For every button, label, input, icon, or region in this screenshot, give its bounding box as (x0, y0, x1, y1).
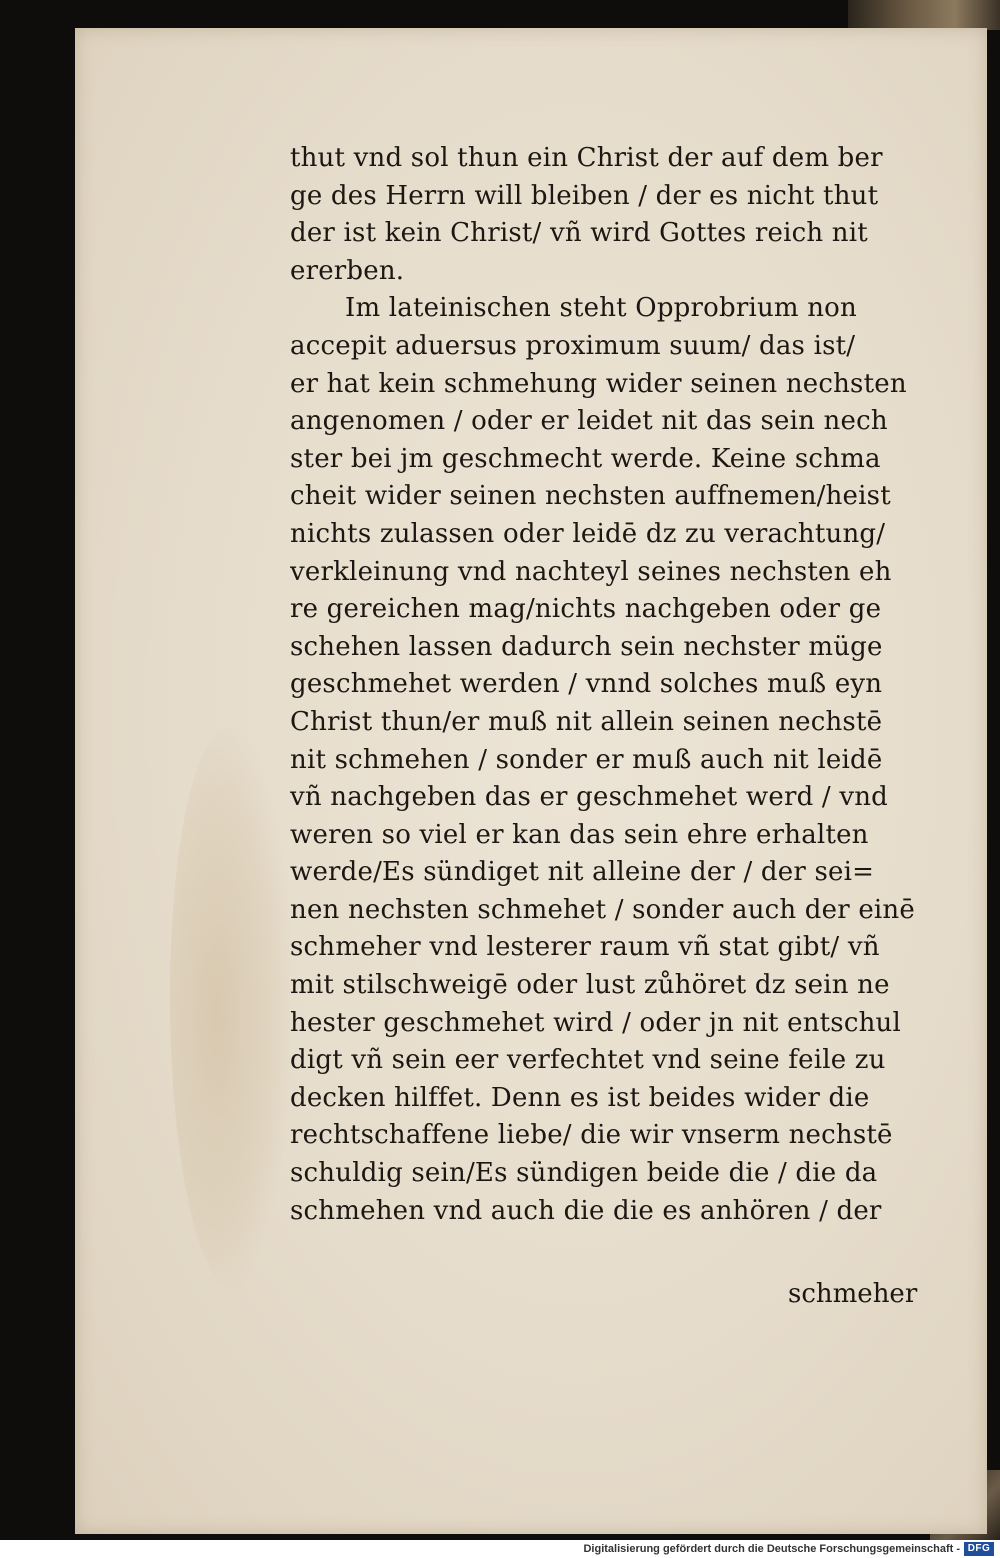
text-line: nichts zulassen oder leidē dz zu verachtung/ (290, 518, 886, 549)
text-line: schuldig sein/Es sündigen beide die / die da (290, 1158, 878, 1189)
text-line: Im lateinischen steht Opprobrium non (345, 293, 857, 324)
catchword: schmeher (788, 1279, 918, 1309)
text-line: ererben. (290, 255, 405, 286)
funding-notice: Digitalisierung gefördert durch die Deutsche Forschungsgemeinschaft - (583, 1543, 960, 1555)
text-line: re gereichen mag/nichts nachgeben oder ge (290, 594, 882, 625)
text-line: Christ thun/er muß nit allein seinen nechstē (290, 706, 883, 737)
text-line: werde/Es sündiget nit alleine der / der sei= (290, 857, 875, 888)
text-line: vñ nachgeben das er geschmehet werd / vnd (290, 782, 888, 813)
text-line: ster bei jm geschmecht werde. Keine schma (290, 443, 881, 474)
text-line: geschmehet werden / vnnd solches muß eyn (290, 669, 883, 700)
text-line: nen nechsten schmehet / sonder auch der einē (290, 894, 915, 925)
text-line: decken hilffet. Denn es ist beides wider die (290, 1082, 870, 1113)
text-line: mit stilschweigē oder lust zůhöret dz sein ne (290, 970, 890, 1001)
text-line: der ist kein Christ/ vñ wird Gottes reich nit (290, 218, 868, 249)
book-edge-top (848, 0, 1000, 30)
water-stain (170, 728, 290, 1288)
text-line: angenomen / oder er leidet nit das sein nech (290, 406, 888, 437)
page-text (290, 140, 940, 1230)
text-line: weren so viel er kan das sein ehre erhalten (290, 819, 869, 850)
dfg-logo: DFG (964, 1542, 994, 1556)
text-line: thut vnd sol thun ein Christ der auf dem ber (290, 143, 883, 173)
text-line: schmehen vnd auch die die es anhören / der (290, 1195, 882, 1226)
text-line: ge des Herrn will bleiben / der es nicht thut (290, 180, 879, 211)
text-line: er hat kein schmehung wider seinen nechsten (290, 368, 907, 399)
text-line: digt vñ sein eer verfechtet vnd seine feile zu (290, 1045, 886, 1076)
text-line: verkleinung vnd nachteyl seines nechsten eh (290, 556, 892, 587)
text-line: rechtschaffene liebe/ die wir vnserm nechstē (290, 1120, 893, 1151)
text-line: schehen lassen dadurch sein nechster müge (290, 631, 883, 662)
text-line: hester geschmehet wird / oder jn nit entschul (290, 1007, 902, 1038)
text-line: cheit wider seinen nechsten auffnemen/heist (290, 481, 891, 512)
text-line: accepit aduersus proximum suum/ das ist/ (290, 330, 856, 361)
text-line: nit schmehen / sonder er muß auch nit leidē (290, 744, 883, 775)
text-line: schmeher vnd lesterer raum vñ stat gibt/ vñ (290, 932, 880, 963)
